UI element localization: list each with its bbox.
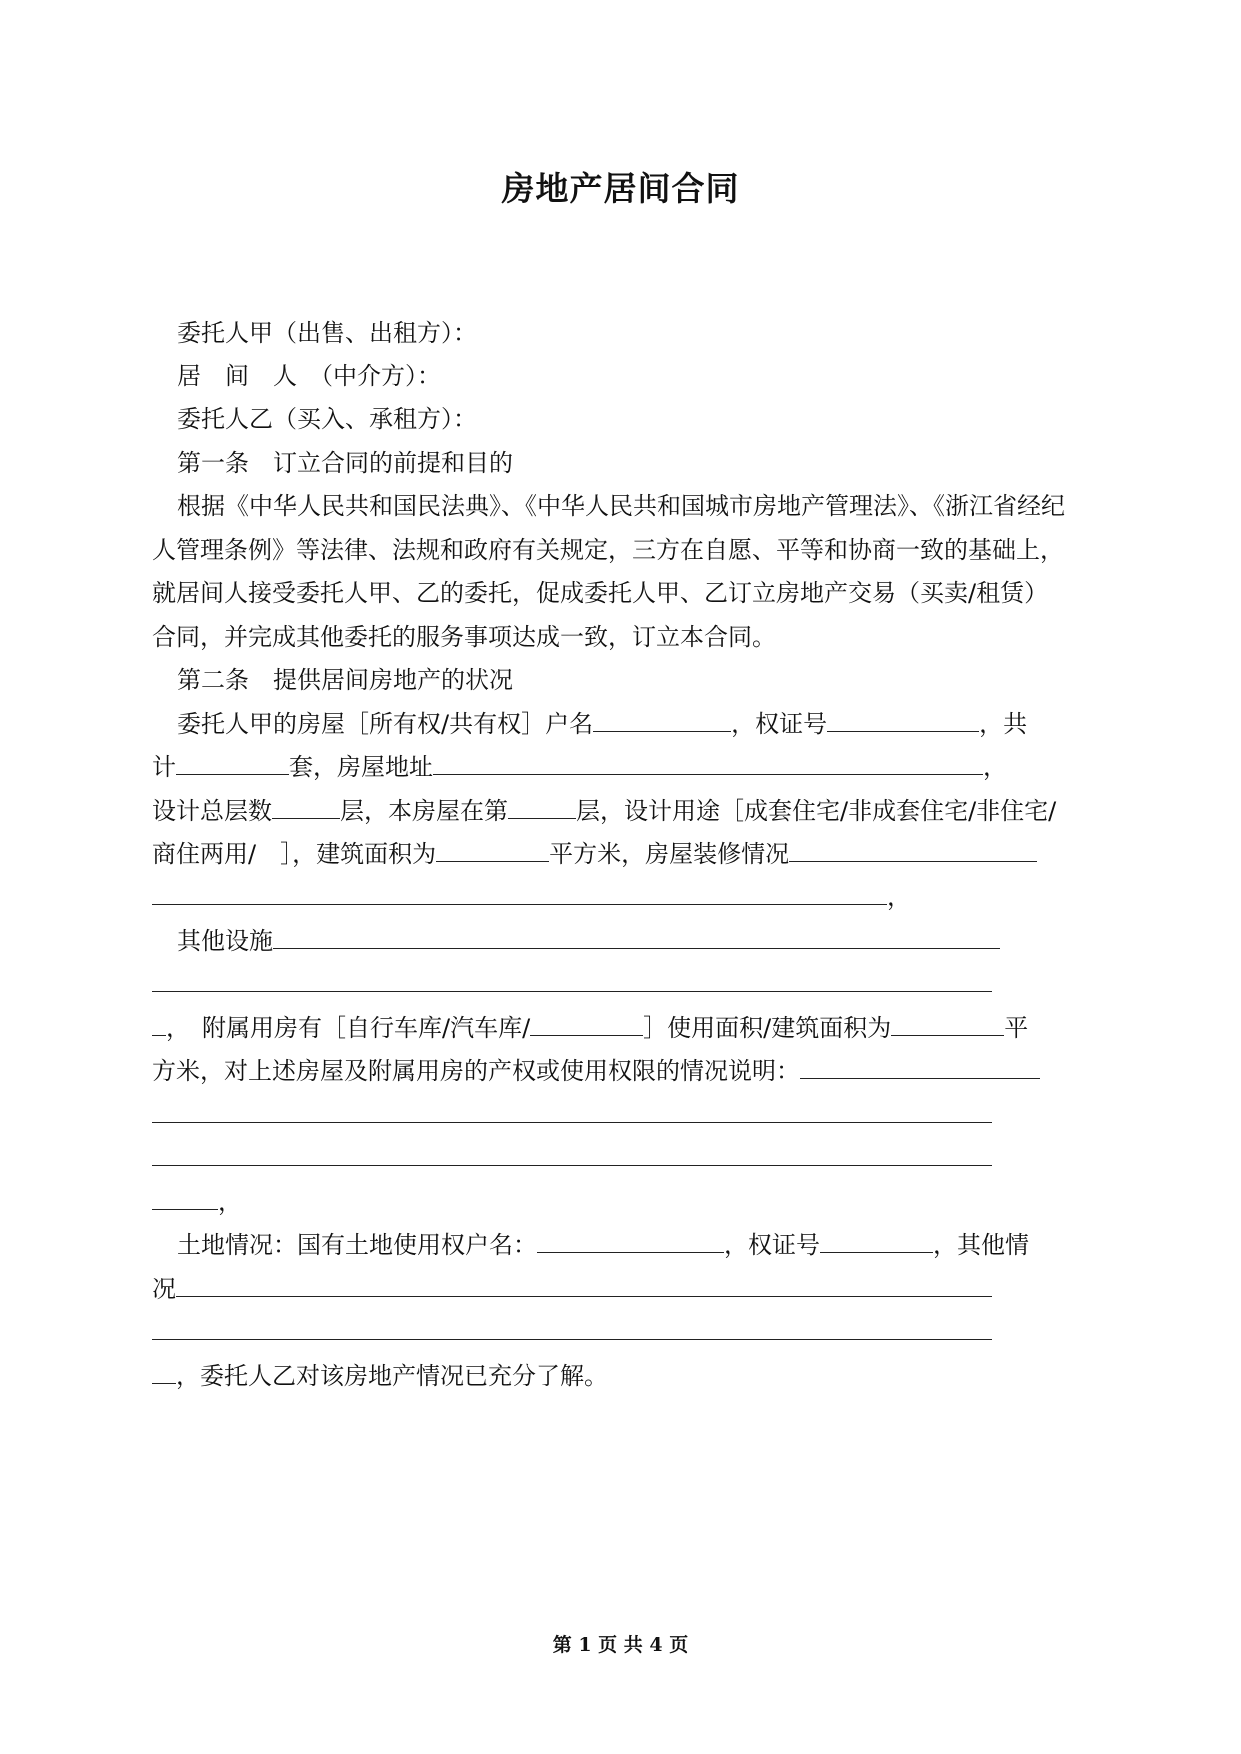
land-other-blank[interactable] [152, 1361, 176, 1384]
annex-type-blank[interactable] [530, 1013, 643, 1036]
rights-line [152, 1056, 1092, 1086]
facilities-continued-line [152, 969, 1092, 999]
text-segment: ，其他情 [933, 1231, 1029, 1259]
rights-blank[interactable] [152, 1187, 218, 1210]
rights-blank[interactable] [152, 1100, 992, 1123]
text-segment: 平 [1004, 1014, 1029, 1042]
text-segment: ， [983, 753, 1007, 781]
rights-blank[interactable] [152, 1143, 992, 1166]
address-line [152, 752, 1092, 782]
certificate-number-blank[interactable] [827, 709, 979, 732]
page-number: 第 1 页 共 4 页 [552, 1634, 689, 1656]
total-floors-blank[interactable] [272, 796, 340, 819]
decoration-continued-line [152, 882, 1092, 912]
decoration-label: 平方米，房屋装修情况 [549, 840, 790, 868]
area-blank[interactable] [436, 839, 549, 862]
article-1-text: 就居间人接受委托人甲、乙的委托，促成委托人甲、乙订立房地产交易（买卖/租赁） [152, 579, 1049, 607]
rights-label: 方米，对上述房屋及附属用房的产权或使用权限的情况说明： [152, 1057, 800, 1085]
address-blank[interactable] [433, 752, 983, 775]
land-certificate-blank[interactable] [820, 1230, 933, 1253]
article-1-heading: 第一条 订立合同的前提和目的 [177, 449, 513, 477]
text-segment: ， [218, 1188, 242, 1216]
address-label: 套，房屋地址 [289, 753, 433, 781]
annex-line [152, 1013, 1092, 1043]
owner-line [177, 709, 1092, 739]
usage-label: 层，设计用途［成套住宅/非成套住宅/非住宅/ [576, 797, 1057, 825]
annex-area-label: ］使用面积/建筑面积为 [643, 1014, 892, 1042]
floors-line [152, 796, 1092, 826]
area-line [152, 839, 1092, 869]
decoration-blank[interactable] [789, 839, 1037, 862]
broker-line: 居 间 人 （中介方）： [177, 362, 441, 390]
facilities-blank[interactable] [273, 926, 1000, 949]
text-segment: ，共 [979, 710, 1028, 738]
land-other-line [152, 1274, 1092, 1304]
total-floors-label: 设计总层数 [152, 797, 272, 825]
text-segment: ， [887, 883, 911, 911]
article-1-text: 根据《中华人民共和国民法典》、《中华人民共和国城市房地产管理法》、《浙江省经纪 [177, 492, 1065, 520]
facilities-blank[interactable] [152, 1013, 166, 1036]
floor-blank[interactable] [508, 796, 576, 819]
area-label: 商住两用/ ］，建筑面积为 [152, 840, 437, 868]
facilities-blank[interactable] [152, 969, 992, 992]
land-other-blank[interactable] [152, 1317, 992, 1340]
facilities-label: 其他设施 [177, 927, 273, 955]
floor-label: 层，本房屋在第 [340, 797, 508, 825]
land-other-continued-line [152, 1317, 1092, 1347]
text-segment: 况 [152, 1275, 176, 1303]
article-2-heading: 第二条 提供居间房地产的状况 [177, 666, 513, 694]
land-other-blank[interactable] [176, 1274, 992, 1297]
land-line [177, 1230, 1092, 1260]
rights-continued-line [152, 1187, 1092, 1217]
article-1-text: 合同，并完成其他委托的服务事项达成一致，订立本合同。 [152, 623, 776, 651]
land-owner-blank[interactable] [537, 1230, 724, 1253]
document-title: 房地产居间合同 [501, 169, 740, 208]
decoration-blank[interactable] [152, 882, 887, 905]
rights-continued-line [152, 1100, 1092, 1130]
owner-label: 委托人甲的房屋［所有权/共有权］户名 [177, 710, 594, 738]
land-certificate-label: ，权证号 [724, 1231, 820, 1259]
owner-name-blank[interactable] [593, 709, 731, 732]
text-segment: 计 [152, 753, 176, 781]
party-b-line: 委托人乙（买入、承租方）： [177, 405, 477, 433]
rights-blank[interactable] [800, 1056, 1040, 1079]
land-closing-line [152, 1361, 1092, 1391]
article-1-text: 人管理条例》等法律、法规和政府有关规定，三方在自愿、平等和协商一致的基础上， [152, 536, 1064, 564]
land-owner-label: 土地情况：国有土地使用权户名： [177, 1231, 537, 1259]
unit-count-blank[interactable] [176, 752, 289, 775]
annex-label: ， 附属用房有［自行车库/汽车库/ [166, 1014, 531, 1042]
certificate-label: ，权证号 [731, 710, 828, 738]
annex-area-blank[interactable] [891, 1013, 1004, 1036]
party-a-line: 委托人甲（出售、出租方）： [177, 319, 477, 347]
facilities-line [177, 926, 1092, 956]
closing-text: ，委托人乙对该房地产情况已充分了解。 [176, 1362, 608, 1390]
rights-continued-line [152, 1143, 1092, 1173]
